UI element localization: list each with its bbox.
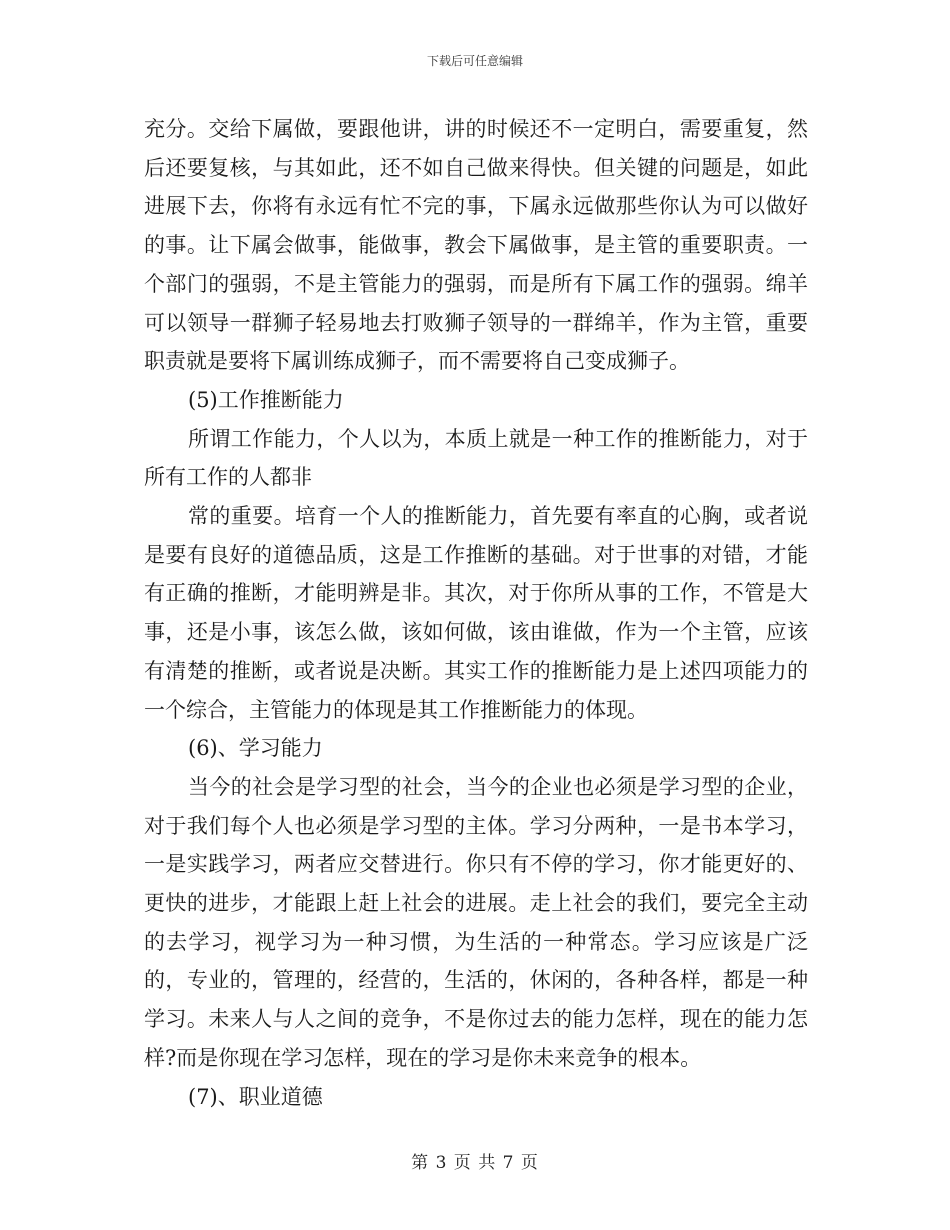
document-body bbox=[144, 110, 808, 1116]
paragraph: 常的重要。培育一个人的推断能力，首先要有率直的心胸，或者说是要有良好的道德品质，这是工作推断的基础。对于世事的对错，才能有正确的推断，才能明辨是非。其次，对于你所从事的工作，不管是大事，还是小事，该怎么做，该如何做，该由谁做，作为一个主管，应该有清楚的推断，或者说是决断。其实工作的推断能力是上述四项能力的一个综合，主管能力的体现是其工作推断能力的体现。 bbox=[144, 504, 808, 722]
section-heading: (6)、学习能力 bbox=[188, 736, 323, 761]
section-heading: (7)、职业道德 bbox=[188, 1084, 323, 1109]
page-header: 下载后可任意编辑 bbox=[426, 54, 523, 68]
paragraph: 所谓工作能力，个人以为，本质上就是一种工作的推断能力，对于所有工作的人都非 bbox=[144, 426, 808, 490]
section-heading: (5)工作推断能力 bbox=[188, 387, 344, 412]
paragraph: 当今的社会是学习型的社会，当今的企业也必须是学习型的企业，对于我们每个人也必须是学习型的主体。学习分两种，一是书本学习，一是实践学习，两者应交替进行。你只有不停的学习，你才能更好的、更快的进步，才能跟上赶上社会的进展。走上社会的我们，要完全主动的去学习，视学习为一种习惯，为生活的一种常态。学习应该是广泛的，专业的，管理的，经营的，生活的，休闲的，各种各样，都是一种学习。未来人与人之间的竞争，不是你过去的能力怎样，现在的能力怎样?而是你现在学习怎样，现在的学习是你未来竞争的根本。 bbox=[144, 774, 808, 1070]
page-footer: 第 3 页 共 7 页 bbox=[411, 1153, 539, 1173]
paragraph: 充分。交给下属做，要跟他讲，讲的时候还不一定明白，需要重复，然后还要复核，与其如此，还不如自己做来得快。但关键的问题是，如此进展下去，你将有永远有忙不完的事，下属永远做那些你认为可以做好的事。让下属会做事，能做事，教会下属做事，是主管的重要职责。一个部门的强弱，不是主管能力的强弱，而是所有下属工作的强弱。绵羊可以领导一群狮子轻易地去打败狮子领导的一群绵羊，作为主管，重要职责就是要将下属训练成狮子，而不需要将自己变成狮子。 bbox=[144, 117, 808, 374]
